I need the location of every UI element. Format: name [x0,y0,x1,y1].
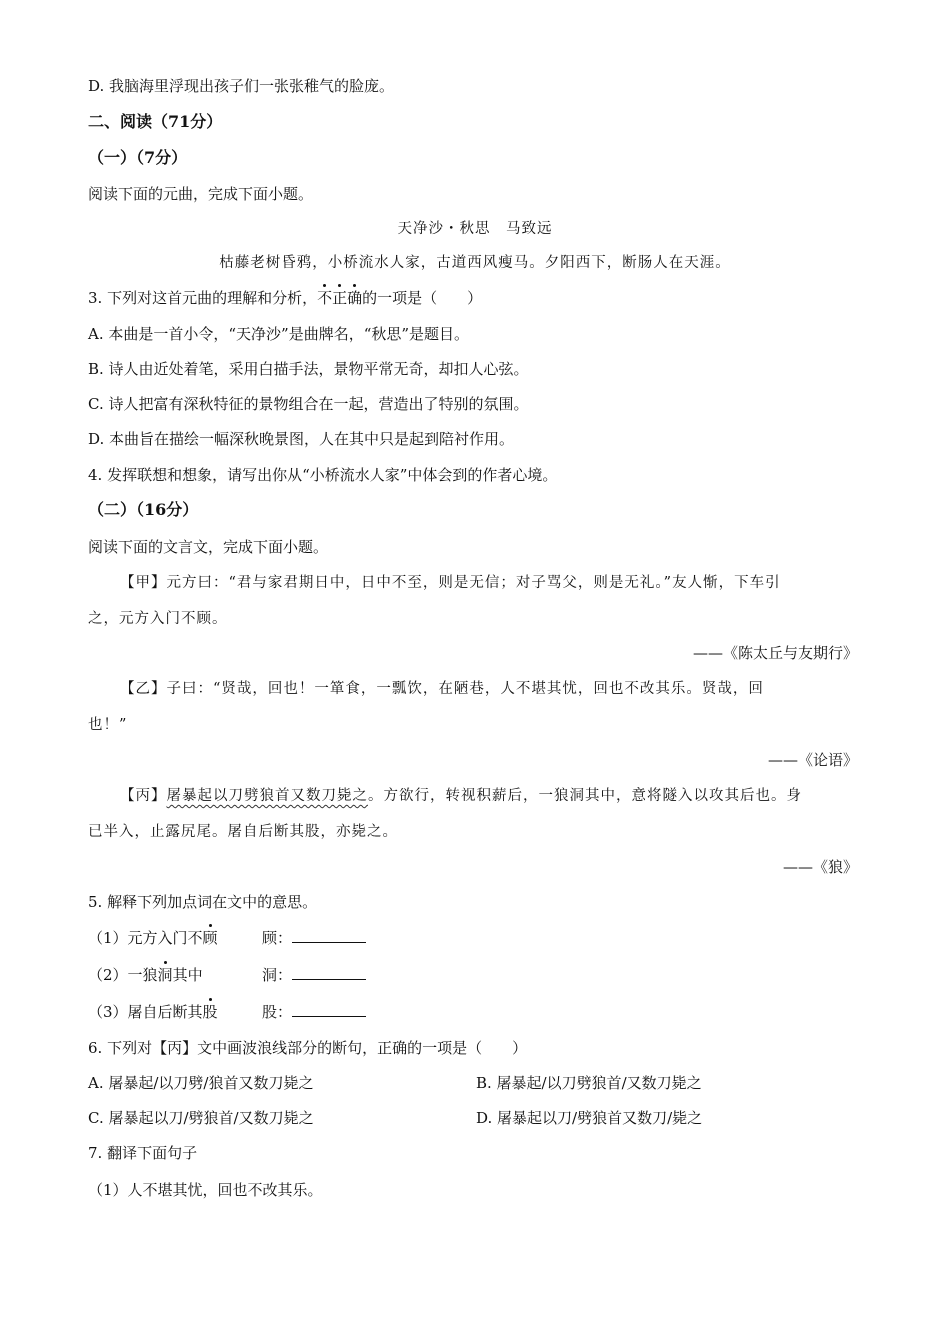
q7-stem: 7. 翻译下面句子 [88,1144,198,1162]
bing-line-2: 已半入，止露尻尾。屠自后断其股，亦毙之。 [88,824,398,840]
emphasis-char: 洞 [157,966,173,984]
part2-intro: 阅读下面的文言文，完成下面小题。 [88,538,329,556]
q3-option-d: D. 本曲旨在描绘一幅深秋晚景图，人在其中只是起到陪衬作用。 [88,430,515,448]
q5-answer-2: 洞： [262,965,366,985]
answer-blank[interactable] [292,928,366,943]
poem-title: 天净沙・秋思 马致远 [397,221,553,237]
bing-line-1: 【丙】屠暴起以刀劈狼首又数刀毙之。方欲行，转视积薪后，一狼洞其中，意将隧入以攻其后也。身 [120,788,802,804]
q4-stem: 4. 发挥联想和想象，请写出你从“小桥流水人家”中体会到的作者心境。 [88,466,558,484]
q3-stem: 3. 下列对这首元曲的理解和分析，不正确的一项是（ ） [88,289,483,307]
q5-answer-3: 股： [262,1002,366,1022]
q5-item-2: （2）一狼洞其中 [88,966,203,984]
q3-option-c: C. 诗人把富有深秋特征的景物组合在一起，营造出了特别的氛围。 [88,395,529,413]
jia-line-2: 之，元方入门不顾。 [88,611,228,627]
yi-line-1: 【乙】子曰：“贤哉，回也！一箪食，一瓢饮，在陋巷，人不堪其忧，回也不改其乐。贤哉，回 [120,681,764,697]
q6-option-d: D. 屠暴起以刀/劈狼首又数刀/毙之 [476,1109,703,1127]
q5-item-1: （1）元方入门不顾 [88,929,218,947]
poem-text: 枯藤老树昏鸦，小桥流水人家，古道西风瘦马。夕阳西下，断肠人在天涯。 [219,255,731,271]
emphasis-char: 正 [332,289,348,307]
emphasis-char: 不 [317,289,333,307]
q6-option-b: B. 屠暴起/以刀劈狼首/又数刀毙之 [476,1074,702,1092]
part2-title: （二）（16分） [88,500,199,519]
q2-option-d: D. 我脑海里浮现出孩子们一张张稚气的脸庞。 [88,77,395,95]
section-title: 二、阅读（71分） [88,112,223,131]
jia-source: ——《陈太丘与友期行》 [692,644,858,662]
jia-line-1: 【甲】元方曰：“君与家君期日中，日中不至，则是无信；对子骂父，则是无礼。”友人惭，下车引 [120,575,781,591]
emphasis-char: 顾 [202,929,218,947]
emphasis-char: 股 [202,1003,218,1021]
q3-option-b: B. 诗人由近处着笔，采用白描手法，景物平常无奇，却扣人心弦。 [88,360,529,378]
q6-stem: 6. 下列对【丙】文中画波浪线部分的断句，正确的一项是（ ） [88,1039,528,1057]
part1-title: （一）（7分） [88,148,188,167]
q3-option-a: A. 本曲是一首小令，“天净沙”是曲牌名，“秋思”是题目。 [88,325,470,343]
q5-item-3: （3）屠自后断其股 [88,1003,218,1021]
bing-source: ——《狼》 [782,858,858,876]
yi-line-2: 也！” [88,717,128,733]
yi-source: ——《论语》 [767,751,858,769]
wavy-underlined-text: 屠暴起以刀劈狼首又数刀毙之 [166,788,368,804]
emphasis-char: 确 [347,289,363,307]
part1-intro: 阅读下面的元曲，完成下面小题。 [88,185,314,203]
q6-option-c: C. 屠暴起以刀/劈狼首/又数刀毙之 [88,1109,314,1127]
q7-item-1: （1）人不堪其忧，回也不改其乐。 [88,1181,323,1199]
q5-answer-1: 顾： [262,928,366,948]
q6-option-a: A. 屠暴起/以刀劈/狼首又数刀毙之 [88,1074,314,1092]
q5-stem: 5. 解释下列加点词在文中的意思。 [88,893,318,911]
answer-blank[interactable] [292,965,366,980]
answer-blank[interactable] [292,1002,366,1017]
